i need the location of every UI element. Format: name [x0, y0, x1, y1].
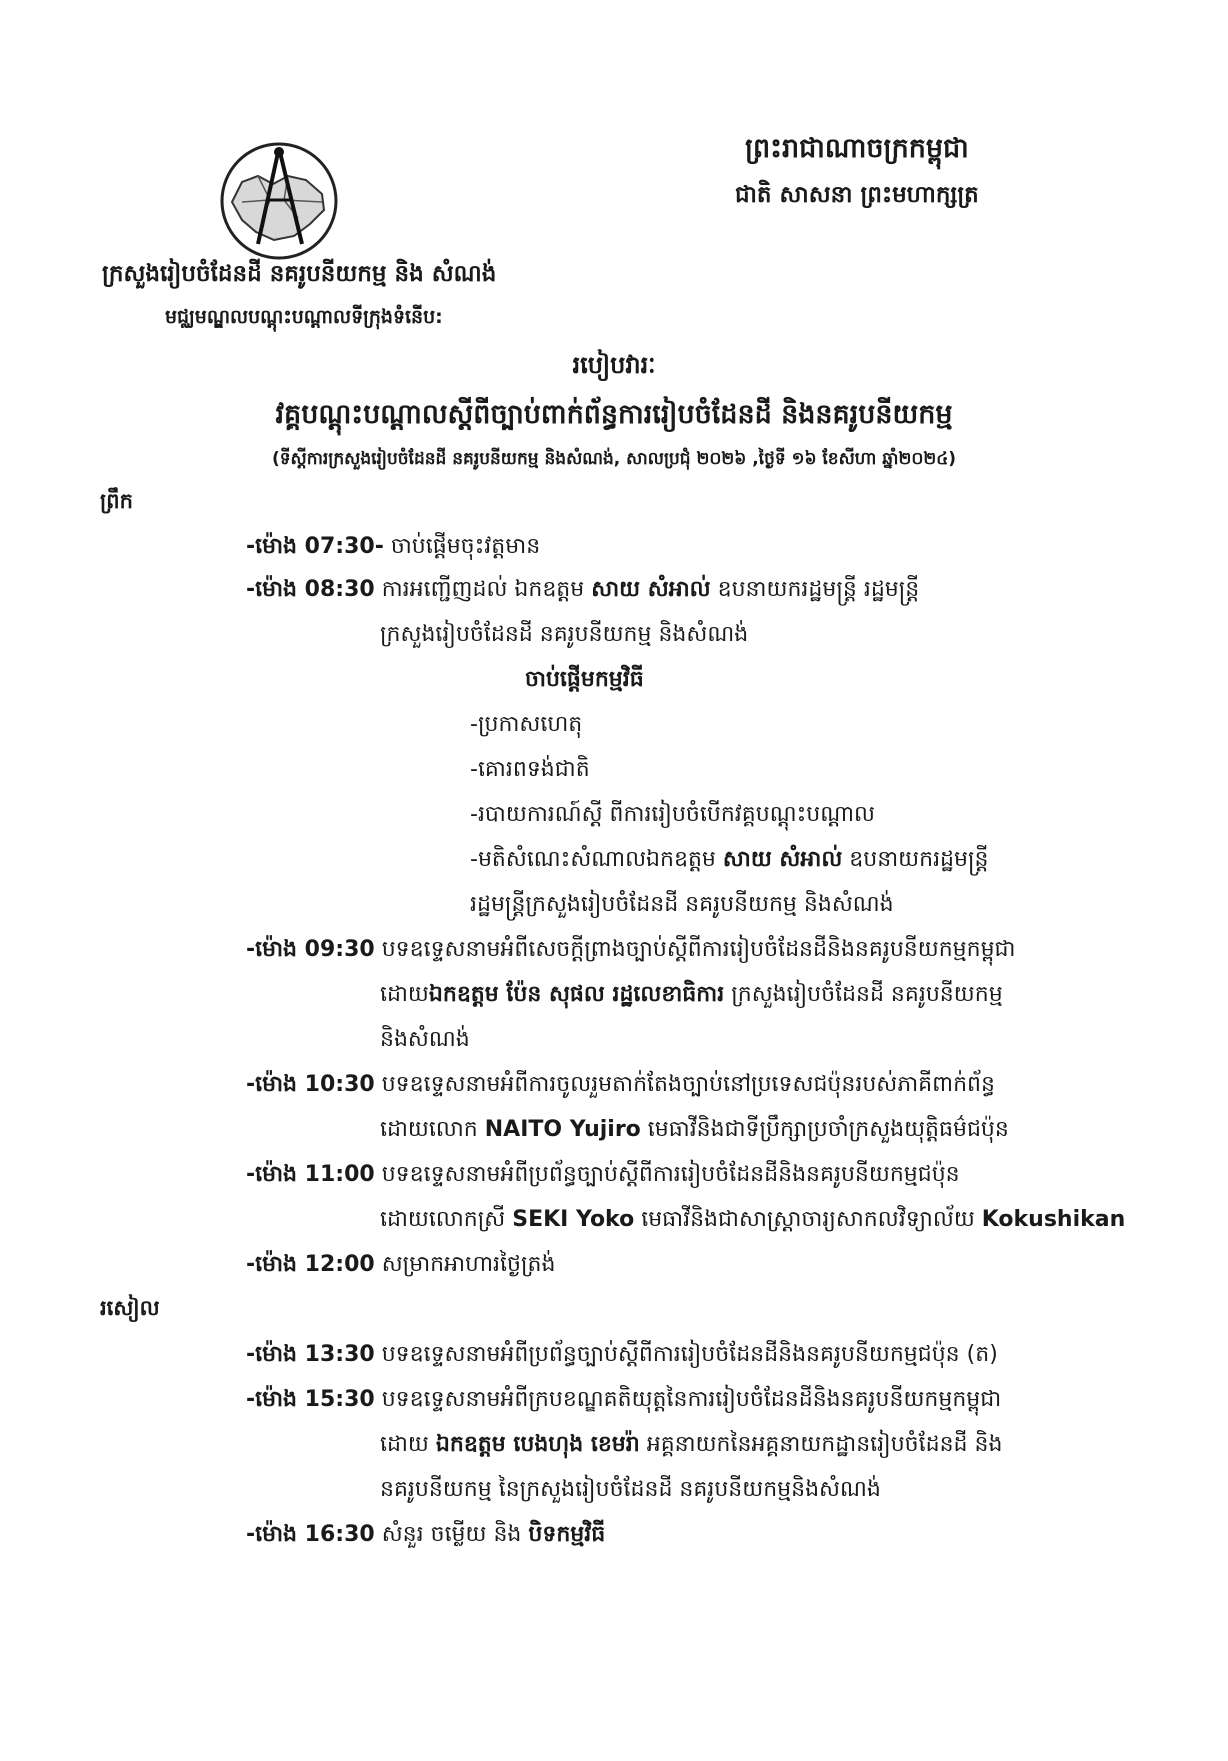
document-subtitle: (ទីស្តីការក្រសួងរៀបចំដែនដី នគរូបនីយកម្ម និងសំណង់, សាលប្រជុំ ២០២៦ ,ថ្ងៃទី ១៦ ខែសីហា ឆ្នាំ២០២៤) — [271, 449, 957, 469]
speaker-name: ឯកឧត្តម ប៉ែន សុផល រដ្ឋលេខាធិការ — [428, 982, 725, 1007]
agenda-item-1330 — [246, 1340, 998, 1372]
ceremony-item-continuation: រដ្ឋមន្ត្រីក្រសួងរៀបចំដែនដី នគរូបនីយកម្ម និងសំណង់ — [470, 892, 894, 917]
agenda-time: -ម៉ោង 09:30 — [246, 937, 375, 962]
agenda-time: -ម៉ោង 15:30 — [246, 1387, 375, 1412]
speaker-name: សាយ សំអាល់ — [722, 847, 843, 872]
agenda-time: -ម៉ោង 11:00 — [246, 1162, 375, 1187]
university-name: Kokushikan — [981, 1207, 1126, 1232]
speaker-name: ឯកឧត្តម បេងហុង ខេមរ៉ា — [435, 1432, 640, 1457]
ceremony-item: -ប្រកាសហេតុ — [470, 712, 583, 737]
agenda-item-0930 — [246, 935, 1016, 967]
agenda-text: បទឧទ្ទេសនាមអំពីការចូលរួមតាក់តែងច្បាប់នៅប្រទេសជប៉ុនរបស់ភាគីពាក់ព័ន្ធ — [381, 1072, 995, 1097]
agenda-continuation: នគរូបនីយកម្ម នៃក្រសួងរៀបចំដែនដី នគរូបនីយកម្មនិងសំណង់ — [380, 1477, 881, 1502]
agenda-continuation: និងសំណង់ — [380, 1027, 470, 1052]
document-title: វគ្គបណ្តុះបណ្តាលស្តីពីច្បាប់ពាក់ព័ន្ធការរៀបចំដែនដី និងនគរូបនីយកម្ម — [275, 399, 953, 430]
agenda-text: ដោយ — [380, 982, 429, 1007]
agenda-item-1530 — [246, 1385, 1001, 1417]
ministry-name: ក្រសួងរៀបចំដែនដី នគរូបនីយកម្ម និង សំណង់ — [102, 261, 497, 287]
agenda-continuation: ក្រសួងរៀបចំដែនដី នគរូបនីយកម្ម និងសំណង់ — [380, 622, 749, 647]
agenda-item-1030 — [246, 1070, 995, 1102]
agenda-text: មេធាវីនិងជាទីប្រឹក្សាប្រចាំក្រសួងយុត្តិធម៌ជប៉ុន — [647, 1117, 1009, 1142]
agenda-item-1100 — [246, 1160, 960, 1192]
agenda-time: -ម៉ោង 13:30 — [246, 1342, 375, 1367]
speaker-name: SEKI Yoko — [512, 1207, 635, 1232]
agenda-continuation — [380, 1115, 1009, 1147]
agenda-text: ដោយលោកស្រី — [380, 1207, 506, 1232]
agenda-time: -ម៉ោង 10:30 — [246, 1072, 375, 1097]
department-name: មជ្ឈមណ្ឌលបណ្តុះបណ្តាលទីក្រុងទំនើប: — [165, 306, 443, 328]
agenda-item-0830 — [246, 575, 919, 607]
opening-ceremony-heading: ចាប់ផ្តើមកម្មវិធី — [525, 667, 644, 692]
closing-ceremony: បិទកម្មវិធី — [528, 1522, 606, 1547]
agenda-text: សំនួរ ចម្លើយ និង — [381, 1522, 522, 1547]
agenda-text: ឧបនាយករដ្ឋមន្ត្រី រដ្ឋមន្ត្រី — [717, 577, 920, 602]
speaker-name: សាយ សំអាល់ — [591, 577, 711, 602]
agenda-item-0730 — [246, 532, 540, 564]
ceremony-item: -គោរពទង់ជាតិ — [470, 757, 590, 782]
agenda-text: បទឧទ្ទេសនាមអំពីប្រព័ន្ធច្បាប់ស្តីពីការរៀបចំដែនដីនិងនគរូបនីយកម្មជប៉ុន (ត) — [381, 1342, 998, 1367]
agenda-text: អគ្គនាយកនៃអគ្គនាយកដ្ឋានរៀបចំដែនដី និង — [646, 1432, 1003, 1457]
ceremony-item: -របាយការណ៍ស្តី ពីការរៀបចំបើកវគ្គបណ្តុះបណ្តាល — [470, 802, 875, 827]
agenda-text: មេធាវីនិងជាសាស្ត្រាចារ្យសាកលវិទ្យាល័យ — [641, 1207, 975, 1232]
agenda-text: ដោយលោក — [380, 1117, 478, 1142]
afternoon-label: រសៀល — [100, 1296, 160, 1320]
agenda-continuation — [380, 1430, 1002, 1462]
agenda-time: -ម៉ោង 08:30 — [246, 577, 375, 602]
agenda-time: -ម៉ោង 07:30- — [246, 534, 384, 559]
agenda-label: របៀបវារៈ — [572, 351, 656, 379]
agenda-text: ដោយ — [380, 1432, 429, 1457]
national-motto: ជាតិ សាសនា ព្រះមហាក្សត្រ — [735, 182, 979, 208]
agenda-time: -ម៉ោង 16:30 — [246, 1522, 375, 1547]
agenda-continuation — [380, 1205, 1125, 1237]
agenda-text: ក្រសួងរៀបចំដែនដី នគរូបនីយកម្ម — [731, 982, 1003, 1007]
agenda-item-1630 — [246, 1520, 605, 1552]
agenda-text: បទឧទ្ទេសនាមអំពីប្រព័ន្ធច្បាប់ស្តីពីការរៀបចំដែនដីនិងនគរូបនីយកម្មជប៉ុន — [381, 1162, 960, 1187]
agenda-continuation — [380, 980, 1003, 1012]
ministry-logo-icon — [218, 140, 340, 262]
kingdom-heading: ព្រះរាជាណាចក្រកម្ពុជា — [745, 133, 969, 164]
ceremony-item — [470, 845, 989, 877]
agenda-text: បទឧទ្ទេសនាមអំពីក្របខណ្ឌគតិយុត្តនៃការរៀបចំដែនដីនិងនគរូបនីយកម្មកម្ពុជា — [381, 1387, 1002, 1412]
agenda-time: -ម៉ោង 12:00 — [246, 1252, 375, 1277]
morning-label: ព្រឹក — [100, 489, 133, 513]
agenda-item-1200 — [246, 1250, 555, 1282]
ceremony-text: ឧបនាយករដ្ឋមន្ត្រី — [849, 847, 989, 872]
agenda-text: ការអញ្ជើញដល់ ឯកឧត្តម — [381, 577, 585, 602]
speaker-name: NAITO Yujiro — [484, 1117, 641, 1142]
agenda-text: សម្រាកអាហារថ្ងៃត្រង់ — [381, 1252, 556, 1277]
ceremony-text: -មតិសំណេះសំណាលឯកឧត្តម — [470, 847, 716, 872]
agenda-text: ចាប់ផ្តើមចុះវត្តមាន — [390, 534, 541, 559]
agenda-text: បទឧទ្ទេសនាមអំពីសេចក្តីព្រាងច្បាប់ស្តីពីការរៀបចំដែនដីនិងនគរូបនីយកម្មកម្ពុជា — [381, 937, 1016, 962]
